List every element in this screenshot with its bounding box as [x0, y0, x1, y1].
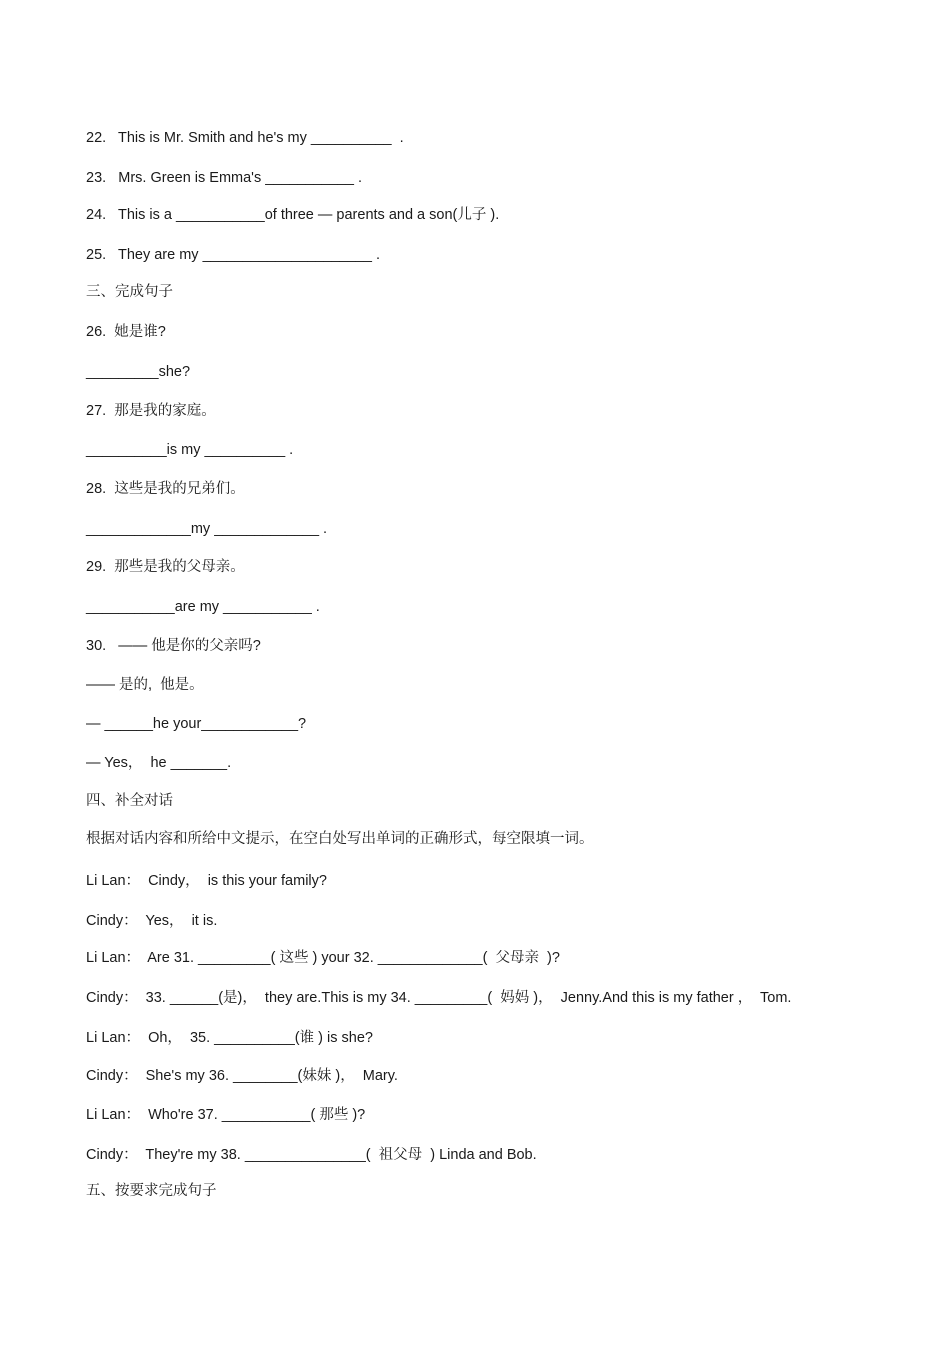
section-4-heading: 四、补全对话 — [86, 793, 173, 809]
question-30-answer-2: — Yes， he _______. — [86, 755, 232, 771]
question-29-answer: ___________are my ___________ . — [86, 599, 320, 615]
question-28-prompt: 28. 这些是我的兄弟们。 — [86, 481, 245, 497]
question-28-answer: _____________my _____________ . — [86, 521, 328, 537]
question-24: 24. This is a ___________of three — parents and a son(儿子 ). — [86, 207, 500, 223]
dialogue-line-1: Li Lan： Cindy， is this your family? — [86, 873, 327, 889]
question-25: 25. They are my _____________________ . — [86, 247, 380, 263]
question-26-prompt: 26. 她是谁? — [86, 324, 166, 340]
question-23: 23. Mrs. Green is Emma's ___________ . — [86, 170, 362, 186]
dialogue-line-7: Li Lan： Who're 37. ___________( 那些 )? — [86, 1107, 366, 1123]
question-26-answer: _________she? — [86, 364, 191, 380]
section-5-heading: 五、按要求完成句子 — [86, 1183, 217, 1199]
dialogue-line-4: Cindy： 33. ______(是)， they are.This is my 34. _________( 妈妈 )， Jenny.And this is my father ， Tom. — [86, 990, 792, 1006]
dialogue-line-2: Cindy： Yes， it is. — [86, 913, 218, 929]
question-22: 22. This is Mr. Smith and he's my __________ . — [86, 130, 404, 146]
dialogue-line-8: Cindy： They're my 38. _______________( 祖父母 ) Linda and Bob. — [86, 1147, 537, 1163]
section-4-instructions: 根据对话内容和所给中文提示，在空白处写出单词的正确形式，每空限填一词。 — [86, 831, 594, 847]
question-30-prompt: 30. —— 他是你的父亲吗? — [86, 638, 261, 654]
question-27-prompt: 27. 那是我的家庭。 — [86, 403, 216, 419]
question-30-answer-1: — ______he your____________? — [86, 716, 307, 732]
dialogue-line-3: Li Lan： Are 31. _________( 这些 ) your 32. _____________( 父母亲 )? — [86, 950, 560, 966]
question-27-answer: __________is my __________ . — [86, 442, 294, 458]
dialogue-line-6: Cindy： She's my 36. ________(妹妹 )， Mary. — [86, 1068, 398, 1084]
question-29-prompt: 29. 那些是我的父母亲。 — [86, 559, 245, 575]
dialogue-line-5: Li Lan： Oh， 35. __________(谁 ) is she? — [86, 1030, 373, 1046]
section-3-heading: 三、完成句子 — [86, 284, 173, 300]
question-30-reply: —— 是的, 他是。 — [86, 677, 204, 693]
